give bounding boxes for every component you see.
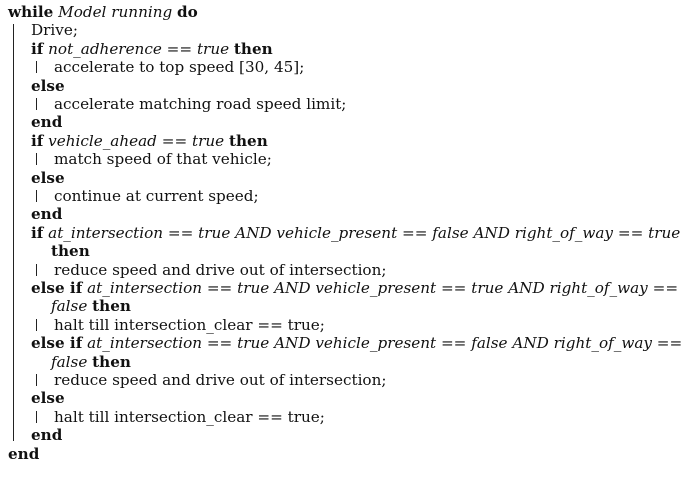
code-text: == [161,39,197,58]
algorithm-line [8,444,39,464]
code-text: reduce speed and drive out of intersection; [54,260,387,279]
keyword: end [31,113,63,132]
algorithm-line [51,241,90,261]
code-text: halt till intersection_clear == true; [54,315,325,334]
code-text: accelerate to top speed [30, 45]; [54,58,305,77]
algorithm-line [51,352,131,372]
algorithm-line [31,388,65,408]
algorithm-line [31,20,78,40]
keyword: if [31,39,44,58]
algorithm-line [31,204,62,224]
algorithm-line [54,57,304,77]
algorithm-line [54,370,386,390]
variable-text: at_intersection [48,223,164,242]
algorithm-line [54,407,325,427]
keyword: end [8,444,40,463]
scope-bar [36,98,37,110]
keyword: then [228,131,268,150]
keyword: then [92,352,131,371]
variable-text: at_intersection [87,279,202,297]
scope-bar [36,153,37,165]
variable-text: Model running [58,3,173,21]
scope-bar [36,319,37,331]
algorithm-line [31,168,65,188]
code-text: continue at current speed; [54,187,259,205]
keyword: else [31,168,65,187]
algorithm-line [31,131,268,151]
algorithm-line [31,112,62,132]
algorithm-line [51,296,131,316]
keyword: end [31,205,63,224]
variable-text: at_intersection [87,334,202,353]
code-text: == [436,334,472,353]
algorithm-line [31,223,680,243]
keyword: then [51,242,90,261]
variable-text: true AND vehicle_present [198,223,398,242]
variable-text: not_adherence [48,39,162,58]
variable-text: true AND vehicle_present [237,334,437,353]
keyword: then [92,297,131,316]
code-text: == [202,334,238,353]
variable-text: true [196,39,230,58]
variable-text: false AND right_of_way [471,334,652,353]
scope-bar [36,61,37,73]
algorithm-line [31,425,62,445]
algorithm-line [54,260,386,280]
code-text: == [651,334,682,353]
keyword: if [31,131,44,150]
algorithm-line [54,186,259,206]
code-text: == [613,223,649,242]
variable-text: true [192,131,225,150]
keyword: if [31,223,44,242]
keyword: then [233,39,273,58]
code-text: reduce speed and drive out of intersection; [54,371,387,389]
scope-bar [13,24,14,441]
algorithm-line [8,2,198,22]
code-text: == [647,279,679,297]
variable-text: false [51,297,88,316]
code-text: == [202,279,238,297]
variable-text: true [648,223,681,242]
code-text: halt till intersection_clear == true; [54,407,325,426]
variable-text: true AND right_of_way [471,279,648,297]
algorithm-line [31,278,678,298]
code-text: match speed of that vehicle; [54,150,272,169]
algorithm-line [54,315,325,335]
scope-bar [36,190,37,202]
scope-bar [36,264,37,276]
scope-bar [36,411,37,423]
keyword: else if [31,334,83,353]
keyword: while [8,3,54,21]
algorithm-line [54,94,346,114]
variable-text: false AND right_of_way [432,223,614,242]
code-text: accelerate matching road speed limit; [54,95,347,113]
code-text: == [156,131,193,150]
variable-text: false [51,352,88,371]
keyword: else [31,389,65,408]
keyword: else [31,76,65,95]
code-text: == [436,279,472,297]
keyword: end [31,426,63,445]
algorithm-line [31,39,273,59]
scope-bar [36,374,37,386]
variable-text: vehicle_ahead [48,131,157,150]
keyword: do [177,3,198,21]
variable-text: true AND vehicle_present [237,279,437,297]
algorithm-line [31,333,682,353]
code-text: == [163,223,199,242]
code-text: Drive; [31,21,78,40]
code-text: == [397,223,433,242]
algorithm-line [31,76,65,96]
algorithm-line [54,149,272,169]
keyword: else if [31,279,83,297]
